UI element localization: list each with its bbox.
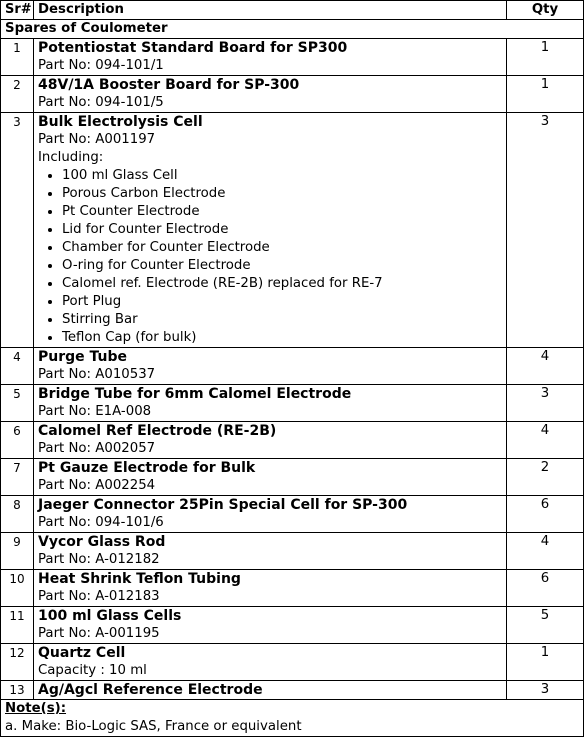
row-sr: 5 bbox=[1, 385, 34, 422]
item-title: 100 ml Glass Cells bbox=[38, 608, 182, 624]
item-subtitle: Part No: A-012183 bbox=[38, 589, 160, 604]
item-subtitle: Part No: A002057 bbox=[38, 441, 156, 456]
included-items-list bbox=[38, 167, 502, 347]
item-subtitle: Part No: A-012182 bbox=[38, 552, 160, 567]
table-row bbox=[1, 113, 584, 348]
table-row bbox=[1, 681, 584, 700]
list-item: • Teflon Cap (for bulk) bbox=[62, 329, 502, 347]
item-title: Potentiostat Standard Board for SP300 bbox=[38, 40, 348, 56]
item-title: Bridge Tube for 6mm Calomel Electrode bbox=[38, 386, 352, 402]
list-item: • Calomel ref. Electrode (RE-2B) replaced for RE-7 bbox=[62, 275, 502, 293]
item-title: Purge Tube bbox=[38, 349, 128, 365]
row-sr: 6 bbox=[1, 422, 34, 459]
row-description bbox=[34, 39, 507, 76]
item-title: Pt Gauze Electrode for Bulk bbox=[38, 460, 256, 476]
list-item: • O-ring for Counter Electrode bbox=[62, 257, 502, 275]
item-title: Heat Shrink Teflon Tubing bbox=[38, 571, 241, 587]
row-sr: 8 bbox=[1, 496, 34, 533]
item-title: Vycor Glass Rod bbox=[38, 534, 166, 550]
note-line: a. Make: Bio-Logic SAS, France or equivalent bbox=[5, 719, 302, 734]
row-qty: 4 bbox=[507, 348, 584, 385]
row-qty: 5 bbox=[507, 607, 584, 644]
list-item: • Lid for Counter Electrode bbox=[62, 221, 502, 239]
table-row bbox=[1, 348, 584, 385]
table-row bbox=[1, 385, 584, 422]
table-row bbox=[1, 422, 584, 459]
table-row bbox=[1, 76, 584, 113]
header-description: Description bbox=[34, 1, 507, 20]
row-qty: 3 bbox=[507, 681, 584, 700]
table-header-row bbox=[1, 1, 584, 20]
row-sr: 1 bbox=[1, 39, 34, 76]
item-title: Calomel Ref Electrode (RE-2B) bbox=[38, 423, 277, 439]
table-row bbox=[1, 644, 584, 681]
item-title: 48V/1A Booster Board for SP-300 bbox=[38, 77, 300, 93]
header-qty: Qty bbox=[507, 1, 584, 20]
item-subtitle: Part No: 094-101/5 bbox=[38, 95, 164, 110]
row-description bbox=[34, 644, 507, 681]
row-qty: 6 bbox=[507, 496, 584, 533]
row-sr: 11 bbox=[1, 607, 34, 644]
list-item: • 100 ml Glass Cell bbox=[62, 167, 502, 185]
row-sr: 7 bbox=[1, 459, 34, 496]
notes-heading: Note(s): bbox=[5, 701, 67, 716]
row-qty: 3 bbox=[507, 113, 584, 348]
table-row bbox=[1, 459, 584, 496]
row-description bbox=[34, 113, 507, 348]
section-title: Spares of Coulometer bbox=[1, 20, 584, 39]
row-description bbox=[34, 385, 507, 422]
row-description bbox=[34, 607, 507, 644]
section-row bbox=[1, 20, 584, 39]
row-sr: 3 bbox=[1, 113, 34, 348]
row-sr: 2 bbox=[1, 76, 34, 113]
row-sr: 10 bbox=[1, 570, 34, 607]
table-row bbox=[1, 570, 584, 607]
row-description bbox=[34, 459, 507, 496]
item-title: Ag/Agcl Reference Electrode bbox=[38, 682, 263, 698]
item-subtitle: Part No: 094-101/1 bbox=[38, 58, 164, 73]
item-subtitle: Part No: A-001195 bbox=[38, 626, 160, 641]
row-sr: 4 bbox=[1, 348, 34, 385]
item-title: Jaeger Connector 25Pin Special Cell for SP-300 bbox=[38, 497, 408, 513]
row-sr: 13 bbox=[1, 681, 34, 700]
item-subtitle: Part No: 094-101/6 bbox=[38, 515, 164, 530]
row-qty: 4 bbox=[507, 422, 584, 459]
item-subtitle: Part No: A002254 bbox=[38, 478, 156, 493]
row-qty: 4 bbox=[507, 533, 584, 570]
row-qty: 1 bbox=[507, 39, 584, 76]
row-description bbox=[34, 422, 507, 459]
list-item: • Chamber for Counter Electrode bbox=[62, 239, 502, 257]
row-description bbox=[34, 76, 507, 113]
header-sr: Sr# bbox=[1, 1, 34, 20]
item-subtitle: Part No: E1A-008 bbox=[38, 404, 152, 419]
item-title: Bulk Electrolysis Cell bbox=[38, 114, 203, 130]
row-description bbox=[34, 533, 507, 570]
row-qty: 1 bbox=[507, 76, 584, 113]
row-qty: 3 bbox=[507, 385, 584, 422]
list-item: • Stirring Bar bbox=[62, 311, 502, 329]
row-sr: 9 bbox=[1, 533, 34, 570]
row-description bbox=[34, 570, 507, 607]
item-subtitle: Part No: A001197 bbox=[38, 132, 156, 147]
item-subtitle: Part No: A010537 bbox=[38, 367, 156, 382]
list-item: • Pt Counter Electrode bbox=[62, 203, 502, 221]
row-description bbox=[34, 681, 507, 700]
table-body bbox=[1, 20, 584, 700]
row-description bbox=[34, 496, 507, 533]
row-qty: 1 bbox=[507, 644, 584, 681]
row-description bbox=[34, 348, 507, 385]
table-row bbox=[1, 607, 584, 644]
row-qty: 2 bbox=[507, 459, 584, 496]
list-item: • Port Plug bbox=[62, 293, 502, 311]
row-qty: 6 bbox=[507, 570, 584, 607]
table-row bbox=[1, 496, 584, 533]
table-row bbox=[1, 39, 584, 76]
row-sr: 12 bbox=[1, 644, 34, 681]
item-title: Quartz Cell bbox=[38, 645, 126, 661]
item-subtitle: Capacity : 10 ml bbox=[38, 663, 147, 678]
list-item: • Porous Carbon Electrode bbox=[62, 185, 502, 203]
table-row bbox=[1, 533, 584, 570]
including-label: Including: bbox=[38, 150, 104, 165]
